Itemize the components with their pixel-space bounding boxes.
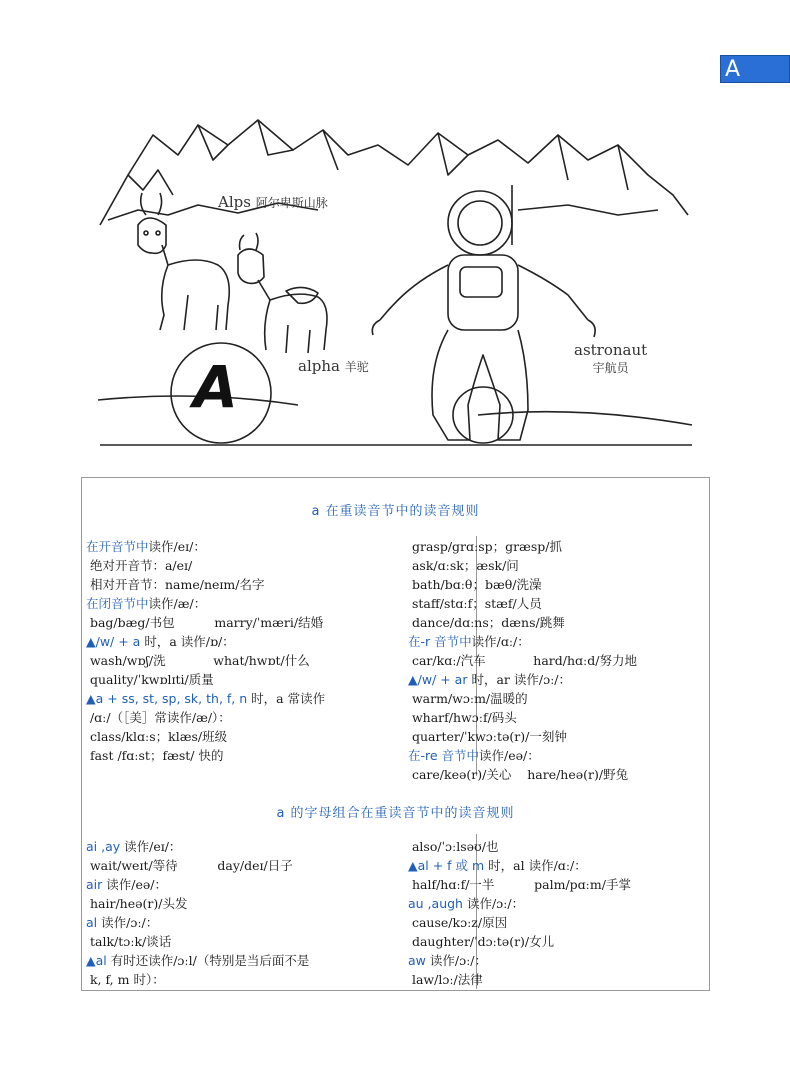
rule-line: [86, 895, 187, 913]
rule-text: 读作/eə/：: [102, 877, 167, 892]
rule-line: [86, 538, 206, 556]
rule-line: [408, 952, 487, 970]
rule-line: [408, 633, 530, 651]
rule-text: 时，a 读作/ɒ/：: [140, 634, 235, 649]
rule-line: [86, 952, 309, 970]
rule-line: [86, 914, 158, 932]
rule-keyword: ai ,ay: [86, 839, 121, 854]
rule-line: [408, 876, 631, 894]
rule-line: [86, 595, 206, 613]
label-alps: Alps 阿尔卑斯山脉: [218, 193, 328, 211]
rule-text: daughter/ˈdɔːtə(r)/女儿: [408, 934, 555, 949]
rule-text: bag/bæg/书包 marry/ˈmæri/结婚: [86, 615, 324, 630]
rule-line: [408, 838, 499, 856]
rule-text: warm/wɔːm/温暖的: [408, 691, 528, 706]
label-alpha: alpha 羊驼: [298, 357, 369, 375]
rule-text: 读作/eɪ/：: [120, 839, 182, 854]
rule-line: [86, 838, 181, 856]
rule-line: [86, 933, 171, 951]
big-letter: A: [193, 353, 238, 421]
rule-keyword: ▲/w/ + ar: [408, 672, 468, 687]
rule-keyword: ▲al + f 或 m: [408, 858, 485, 873]
rule-text: wait/weɪt/等待 day/deɪ/日子: [86, 858, 293, 873]
rule-keyword: al: [86, 915, 98, 930]
label-astronaut: astronaut 宇航员: [574, 341, 648, 375]
rule-keyword: 在开音节中: [86, 539, 149, 554]
rule-text: 读作/æ/：: [148, 596, 207, 611]
rule-text: 有时还读作/ɔːl/（特别是当后面不是: [106, 953, 310, 968]
rule-text: wash/wɒʃ/洗 what/hwɒt/什么: [86, 653, 310, 668]
rule-keyword: ▲al: [86, 953, 107, 968]
rule-text: bath/bɑːθ；bæθ/洗澡: [408, 577, 542, 592]
rule-text: staff/stɑːf；stæf/人员: [408, 596, 542, 611]
rule-line: [86, 747, 223, 765]
section1-title: a 在重读音节中的读音规则: [311, 504, 480, 519]
rule-line: [408, 576, 541, 594]
rule-line: [408, 766, 628, 784]
rule-text: hair/heə(r)/头发: [86, 896, 188, 911]
rule-line: [408, 538, 562, 556]
rule-text: 读作/ɑː/：: [471, 634, 530, 649]
rule-text: /ɑː/（［美］常读作/æ/）：: [86, 710, 231, 725]
rule-line: [408, 914, 507, 932]
rule-line: [408, 971, 483, 989]
rule-text: care/keə(r)/关心 hare/heə(r)/野兔: [408, 767, 629, 782]
rule-line: [408, 595, 542, 613]
rule-line: [86, 690, 325, 708]
rule-line: [86, 576, 264, 594]
rule-text: law/lɔː/法律: [408, 972, 483, 987]
rule-text: talk/tɔːk/谈话: [86, 934, 172, 949]
rule-line: [86, 557, 192, 575]
rule-keyword: ▲a + ss, st, sp, sk, th, f, n: [86, 691, 248, 706]
rule-keyword: 在-re 音节中: [408, 748, 480, 763]
rule-text: 读作/eə/：: [479, 748, 540, 763]
rule-line: [86, 709, 231, 727]
rule-text: 绝对开音节：a/eɪ/: [86, 558, 193, 573]
illustration-drawing: [98, 115, 694, 455]
rule-text: 时，al 读作/ɑː/：: [484, 858, 587, 873]
rule-line: [86, 857, 293, 875]
rule-line: [408, 614, 565, 632]
rule-line: [86, 652, 310, 670]
rule-text: fast /fɑːst；fæst/ 快的: [86, 748, 224, 763]
rule-line: [408, 933, 554, 951]
rule-text: car/kɑː/汽车 hard/hɑːd/努力地: [408, 653, 637, 668]
rule-text: 时，a 常读作: [247, 691, 326, 706]
rule-keyword: air: [86, 877, 103, 892]
rule-text: also/ˈɔːlsəʊ/也: [408, 839, 499, 854]
rule-text: class/klɑːs；klæs/班级: [86, 729, 228, 744]
rule-keyword: aw: [408, 953, 426, 968]
rule-text: ask/ɑːsk；æsk/问: [408, 558, 519, 573]
rule-line: [408, 747, 540, 765]
rule-text: grasp/grɑːsp；græsp/抓: [408, 539, 562, 554]
rule-keyword: au ,augh: [408, 896, 463, 911]
rule-text: 相对开音节：name/neɪm/名字: [86, 577, 265, 592]
rule-line: [86, 633, 235, 651]
rule-text: 读作/ɔː/：: [462, 896, 525, 911]
rule-text: quality/ˈkwɒlɪti/质量: [86, 672, 214, 687]
rule-keyword: 在-r 音节中: [408, 634, 472, 649]
rule-text: dance/dɑːns；dæns/跳舞: [408, 615, 565, 630]
section2-title: a 的字母组合在重读音节中的读音规则: [276, 806, 515, 821]
illustration: [98, 115, 694, 455]
rule-text: k, f, m 时）：: [86, 972, 165, 987]
rule-keyword: ▲/w/ + a: [86, 634, 141, 649]
rule-line: [408, 709, 517, 727]
rule-line: [86, 671, 214, 689]
rule-line: [86, 876, 167, 894]
rule-line: [408, 728, 567, 746]
chapter-tab-letter: A: [725, 57, 741, 82]
rule-line: [408, 690, 528, 708]
rule-text: 时，ar 读作/ɔː/：: [467, 672, 571, 687]
rules-box: [81, 477, 710, 991]
rule-text: quarter/ˈkwɔːtə(r)/一刻钟: [408, 729, 567, 744]
chapter-tab: [720, 55, 790, 83]
rule-line: [86, 728, 227, 746]
rule-keyword: 在闭音节中: [86, 596, 149, 611]
rule-line: [408, 857, 587, 875]
rule-text: 读作/ɔː/：: [97, 915, 159, 930]
rule-line: [408, 557, 519, 575]
rule-text: half/hɑːf/一半 palm/pɑːm/手掌: [408, 877, 631, 892]
rule-line: [408, 671, 571, 689]
rule-line: [408, 895, 524, 913]
rule-text: 读作/eɪ/：: [148, 539, 206, 554]
rule-text: wharf/hwɔːf/码头: [408, 710, 517, 725]
rule-line: [86, 614, 323, 632]
rule-text: cause/kɔːz/原因: [408, 915, 508, 930]
rule-line: [408, 652, 637, 670]
rule-text: 读作/ɔː/：: [425, 953, 487, 968]
rule-line: [86, 971, 165, 989]
